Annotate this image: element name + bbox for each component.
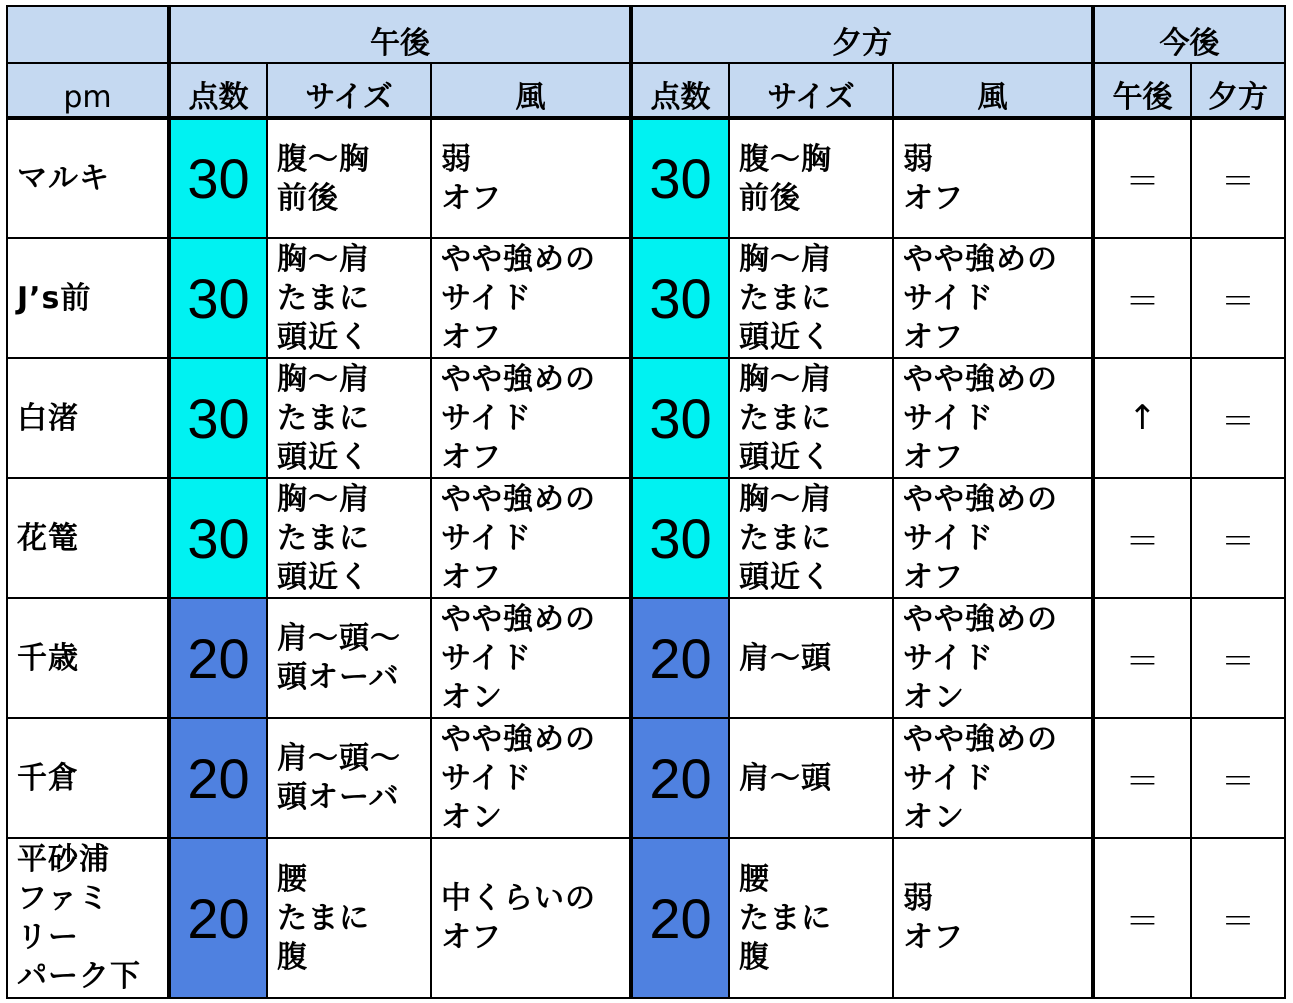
spot-name: 千倉 bbox=[7, 718, 169, 838]
pm-score: 30 bbox=[169, 238, 267, 358]
trend-afternoon: ＝ bbox=[1093, 478, 1191, 598]
table-row bbox=[7, 838, 1285, 998]
ev-wind: やや強めの サイド オン bbox=[893, 598, 1093, 718]
trend-evening: ＝ bbox=[1191, 358, 1285, 478]
header-ev-score: 点数 bbox=[631, 63, 729, 118]
header-row-columns bbox=[7, 63, 1285, 118]
trend-afternoon: ＝ bbox=[1093, 838, 1191, 998]
table-row bbox=[7, 118, 1285, 238]
header-group-evening: 夕方 bbox=[631, 6, 1093, 63]
header-group-future: 今後 bbox=[1093, 6, 1285, 63]
ev-score: 30 bbox=[631, 358, 729, 478]
ev-size: 腹～胸 前後 bbox=[729, 118, 893, 238]
ev-size: 肩～頭 bbox=[729, 718, 893, 838]
pm-score: 30 bbox=[169, 478, 267, 598]
surf-report-table bbox=[6, 5, 1286, 999]
trend-evening: ＝ bbox=[1191, 838, 1285, 998]
trend-evening: ＝ bbox=[1191, 718, 1285, 838]
table-row bbox=[7, 358, 1285, 478]
ev-score: 30 bbox=[631, 238, 729, 358]
pm-wind: 中くらいの オフ bbox=[431, 838, 631, 998]
ev-score: 20 bbox=[631, 838, 729, 998]
header-future-afternoon: 午後 bbox=[1093, 63, 1191, 118]
header-group-afternoon: 午後 bbox=[169, 6, 631, 63]
header-ev-wind: 風 bbox=[893, 63, 1093, 118]
pm-size: 肩～頭～ 頭オーバ bbox=[267, 598, 431, 718]
pm-score: 20 bbox=[169, 838, 267, 998]
ev-score: 20 bbox=[631, 718, 729, 838]
ev-wind: やや強めの サイド オフ bbox=[893, 478, 1093, 598]
table-row bbox=[7, 718, 1285, 838]
trend-evening: ＝ bbox=[1191, 478, 1285, 598]
pm-size: 胸～肩 たまに 頭近く bbox=[267, 238, 431, 358]
ev-wind: やや強めの サイド オフ bbox=[893, 358, 1093, 478]
spot-name: J’s前 bbox=[7, 238, 169, 358]
pm-wind: やや強めの サイド オフ bbox=[431, 238, 631, 358]
ev-wind: 弱 オフ bbox=[893, 118, 1093, 238]
header-pm-wind: 風 bbox=[431, 63, 631, 118]
ev-wind: やや強めの サイド オフ bbox=[893, 238, 1093, 358]
ev-wind: 弱 オフ bbox=[893, 838, 1093, 998]
pm-wind: やや強めの サイド オン bbox=[431, 598, 631, 718]
table-row bbox=[7, 238, 1285, 358]
ev-wind: やや強めの サイド オン bbox=[893, 718, 1093, 838]
ev-score: 30 bbox=[631, 478, 729, 598]
pm-score: 30 bbox=[169, 358, 267, 478]
spot-name: 白渚 bbox=[7, 358, 169, 478]
trend-evening: ＝ bbox=[1191, 118, 1285, 238]
pm-score: 30 bbox=[169, 118, 267, 238]
header-ev-size: サイズ bbox=[729, 63, 893, 118]
pm-score: 20 bbox=[169, 718, 267, 838]
table-row bbox=[7, 478, 1285, 598]
trend-afternoon: ＝ bbox=[1093, 118, 1191, 238]
trend-evening: ＝ bbox=[1191, 598, 1285, 718]
trend-afternoon: ＝ bbox=[1093, 238, 1191, 358]
ev-size: 胸～肩 たまに 頭近く bbox=[729, 358, 893, 478]
pm-wind: やや強めの サイド オフ bbox=[431, 358, 631, 478]
spot-name: 平砂浦 ファミ リー パーク下 bbox=[7, 838, 169, 998]
trend-afternoon: ＝ bbox=[1093, 598, 1191, 718]
header-row-groups bbox=[7, 6, 1285, 63]
pm-wind: やや強めの サイド オン bbox=[431, 718, 631, 838]
ev-score: 30 bbox=[631, 118, 729, 238]
pm-wind: 弱 オフ bbox=[431, 118, 631, 238]
ev-size: 肩～頭 bbox=[729, 598, 893, 718]
header-pm: pm bbox=[7, 63, 169, 118]
pm-size: 肩～頭～ 頭オーバ bbox=[267, 718, 431, 838]
pm-wind: やや強めの サイド オフ bbox=[431, 478, 631, 598]
header-corner bbox=[7, 6, 169, 63]
pm-size: 腰 たまに 腹 bbox=[267, 838, 431, 998]
pm-size: 腹～胸 前後 bbox=[267, 118, 431, 238]
header-pm-size: サイズ bbox=[267, 63, 431, 118]
ev-size: 胸～肩 たまに 頭近く bbox=[729, 478, 893, 598]
spot-name: 千歳 bbox=[7, 598, 169, 718]
trend-afternoon: ↑ bbox=[1093, 358, 1191, 478]
pm-score: 20 bbox=[169, 598, 267, 718]
spot-name: 花篭 bbox=[7, 478, 169, 598]
pm-size: 胸～肩 たまに 頭近く bbox=[267, 358, 431, 478]
ev-size: 腰 たまに 腹 bbox=[729, 838, 893, 998]
header-pm-score: 点数 bbox=[169, 63, 267, 118]
trend-evening: ＝ bbox=[1191, 238, 1285, 358]
header-future-evening: 夕方 bbox=[1191, 63, 1285, 118]
ev-size: 胸～肩 たまに 頭近く bbox=[729, 238, 893, 358]
spot-name: マルキ bbox=[7, 118, 169, 238]
trend-afternoon: ＝ bbox=[1093, 718, 1191, 838]
table-row bbox=[7, 598, 1285, 718]
ev-score: 20 bbox=[631, 598, 729, 718]
pm-size: 胸～肩 たまに 頭近く bbox=[267, 478, 431, 598]
